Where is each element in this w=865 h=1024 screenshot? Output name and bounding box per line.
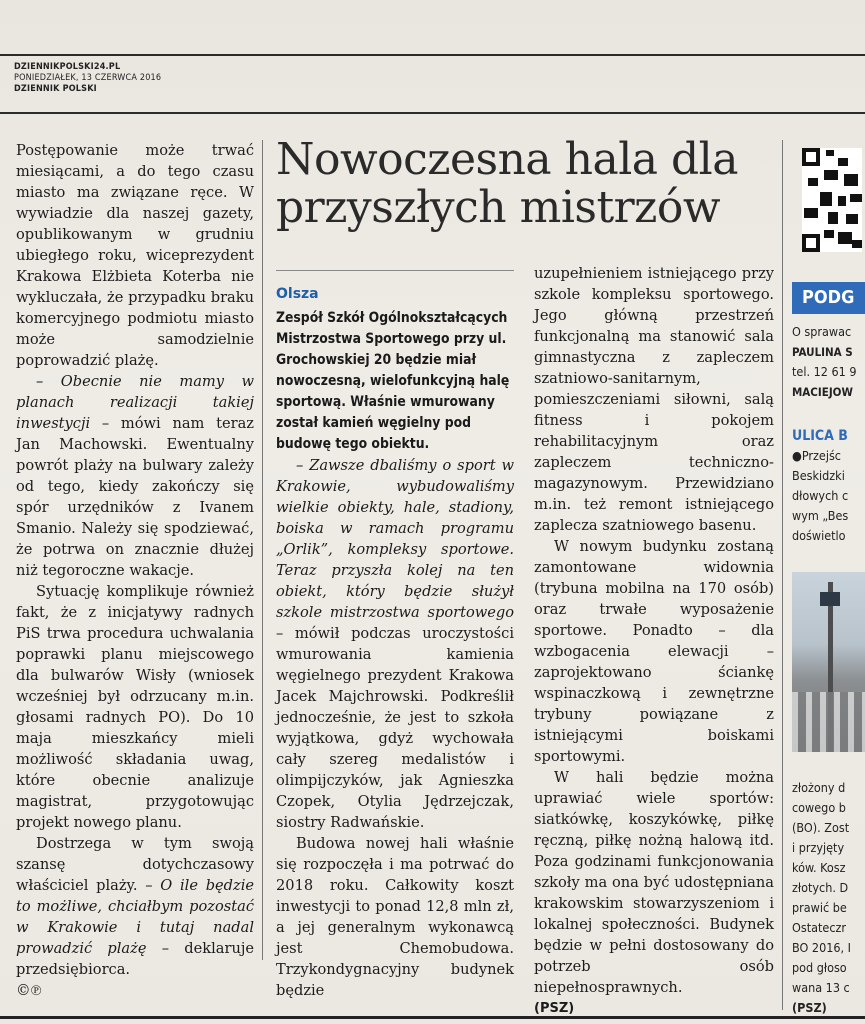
sidebar-line: prawić be bbox=[792, 900, 847, 915]
masthead-site: DZIENNIKPOLSKI24.PL bbox=[14, 62, 121, 72]
paragraph bbox=[276, 455, 514, 833]
quote-attribution: – deklaruje przedsiębiorca. bbox=[16, 940, 254, 978]
quote: – Zawsze dbaliśmy o sport w Krakowie, wybudowaliśmy wielkie obiekty, hale, stadiony, boiska w ramach programu „Orlik”, kompleksy sportowe. Teraz przyszła kolej na ten obiekt, który będzie służył szkole mistrzostwa sportowego bbox=[276, 457, 514, 621]
article-lead: Zespół Szkół Ogólnokształcących Mistrzostwa Sportowego przy ul. Grochowskiej 20 będzie miał nowoczesną, wielofunkcyjną halę sportową. Właśnie wmurowany został kamień węgielny pod budowę tego obiektu. bbox=[276, 310, 510, 452]
sidebar-line: dłowych c bbox=[792, 488, 849, 503]
paragraph: W hali będzie można uprawiać wiele sportów: siatkówkę, koszykówkę, piłkę ręczną, piłkę nożną halową itd. Poza godzinami funkcjonowania szkoły ma ona być udostępniana krakowskim stowarzyszeniom i lokalnej społeczności. Budynek będzie w pełni dostosowany do potrzeb osób niepełnosprawnych. bbox=[534, 769, 774, 996]
paragraph: Postępowanie może trwać miesiącami, a do tego czasu miasto ma związane ręce. W wywiadzie dla naszej gazety, opublikowanym w grudniu ubiegłego roku, wiceprezydent Krakowa Elżbieta Koterba nie wykluczała, że przypadku braku komercyjnego podmiotu miasto może samodzielnie poprowadzić plażę. bbox=[16, 142, 254, 369]
sidebar-line: złotych. D bbox=[792, 880, 849, 895]
quote: O ile będzie to możliwe, chciałbym pozostać w Krakowie i tutaj nadal prowadzić plażę bbox=[16, 877, 255, 957]
article-column-2 bbox=[534, 263, 774, 1019]
qr-code bbox=[802, 148, 862, 252]
sidebar-line: wana 13 c bbox=[792, 980, 850, 995]
sidebar-line: wym „Bes bbox=[792, 508, 849, 523]
sidebar-line: Beskidzki bbox=[792, 468, 845, 483]
column-divider bbox=[782, 140, 783, 1010]
quote-attribution: – mówi nam teraz Jan Machowski. Ewentualny powrót plaży na bulwary zależy od tego, kiedy zakończy się spór urzędników z Ivanem Smanio. Należy się spodziewać, że potrwa on znacznie dłużej niż tegoroczne wakacje. bbox=[16, 415, 254, 579]
sidebar-line: MACIEJOW bbox=[792, 385, 853, 399]
sidebar-line: i przyjęty bbox=[792, 840, 845, 855]
sidebar-line: złożony d bbox=[792, 780, 846, 795]
article-column-1 bbox=[276, 284, 514, 1001]
paragraph: Sytuację komplikuje również fakt, że z inicjatywy radnych PiS trwa procedura uchwalania poprawki planu miejscowego dla bulwarów Wisły (wniosek wcześniej był odrzucany m.in. głosami radnych PO). Do 10 maja mieszkańcy mieli możliwość składania uwag, które obecnie analizuje magistrat, przygotowując projekt nowego planu. bbox=[16, 583, 254, 831]
sidebar-line: pod głoso bbox=[792, 960, 847, 975]
column-divider bbox=[262, 140, 263, 960]
sidebar-brief bbox=[792, 446, 865, 546]
paragraph: uzupełnieniem istniejącego przy szkole kompleksu sportowego. Jego główną przestrzeń funkcjonalną ma stanowić sala gimnastyczna z zapleczem szatniowo-sanitarnym, pomieszczeniami siłowni, salą fitness i pokojem rehabilitacyjnym oraz zapleczem techniczno-magazynowym. Przewidziano m.in. też remont istniejącego zaplecza szatniowego basenu. bbox=[534, 265, 774, 534]
street-photo bbox=[792, 572, 865, 752]
sidebar-line: BO 2016, I bbox=[792, 940, 851, 955]
masthead-paper: DZIENNIK POLSKI bbox=[14, 84, 97, 94]
paragraph: Budowa nowej hali właśnie się rozpoczęła i ma potrwać do 2018 roku. Całkowity koszt inwestycji to ponad 12,8 mln zł, a jej generalnym wykonawcą jest Chemobudowa. Trzykondygnacyjny budynek będzie bbox=[276, 835, 514, 999]
article-title: Nowoczesna hala dla przyszłych mistrzów bbox=[276, 134, 738, 233]
location-tag: Olsza bbox=[276, 286, 319, 302]
paragraph bbox=[16, 371, 254, 581]
sidebar-heading: ULICA B bbox=[792, 428, 848, 444]
previous-article-column bbox=[16, 140, 254, 1001]
sidebar-line: O sprawac bbox=[792, 324, 852, 339]
section-banner: PODG bbox=[792, 282, 865, 314]
bottom-rule bbox=[0, 1016, 865, 1019]
masthead-date: PONIEDZIAŁEK, 13 CZERWCA 2016 bbox=[14, 73, 162, 83]
sidebar-line: ków. Kosz bbox=[792, 860, 846, 875]
sidebar-line: PAULINA S bbox=[792, 345, 853, 359]
quote: – Obecnie nie mamy w planach realizacji takiej inwestycji bbox=[16, 373, 254, 432]
paragraph bbox=[16, 833, 254, 980]
sidebar-line: ●Przejśc bbox=[792, 448, 841, 463]
sidebar-signature: (PSZ) bbox=[792, 1000, 827, 1015]
paragraph-start: Dostrzega w tym swoją szansę dotychczasowy właściciel plaży. – bbox=[16, 835, 254, 894]
sidebar-line: Ostateczr bbox=[792, 920, 847, 935]
author-signature: (PSZ) bbox=[534, 1001, 575, 1016]
sidebar-brief-continued bbox=[792, 778, 865, 1018]
sidebar-line: tel. 12 61 9 bbox=[792, 364, 857, 379]
masthead bbox=[14, 62, 161, 95]
lead-rule bbox=[276, 270, 514, 271]
sidebar-line: cowego b bbox=[792, 800, 846, 815]
sidebar-contact bbox=[792, 322, 865, 402]
sidebar-line: doświetlo bbox=[792, 528, 846, 543]
paragraph: W nowym budynku zostaną zamontowane widownia (trybuna mobilna na 170 osób) oraz trwałe wyposażenie sportowe. Ponadto – dla wzbogacenia elewacji – zaprojektowano ściankę wspinaczkową i zewnętrzne trybuny powiązane z istniejącymi boiskami sportowymi. bbox=[534, 538, 774, 765]
copyright-mark: ©℗ bbox=[16, 982, 42, 999]
quote-attribution: – mówił podczas uroczystości wmurowania kamienia węgielnego prezydent Krakowa Jacek Majchrowski. Podkreślił jednocześnie, że jest to szkoła wyjątkowa, gdyż wychowała cały szereg medalistów i olimpijczyków, jak Agnieszka Czopek, Otylia Jędrzejczak, siostry Radwańskie. bbox=[276, 625, 514, 831]
sidebar-line: (BO). Zost bbox=[792, 820, 850, 835]
top-rule bbox=[0, 54, 865, 56]
header-rule bbox=[0, 112, 865, 114]
